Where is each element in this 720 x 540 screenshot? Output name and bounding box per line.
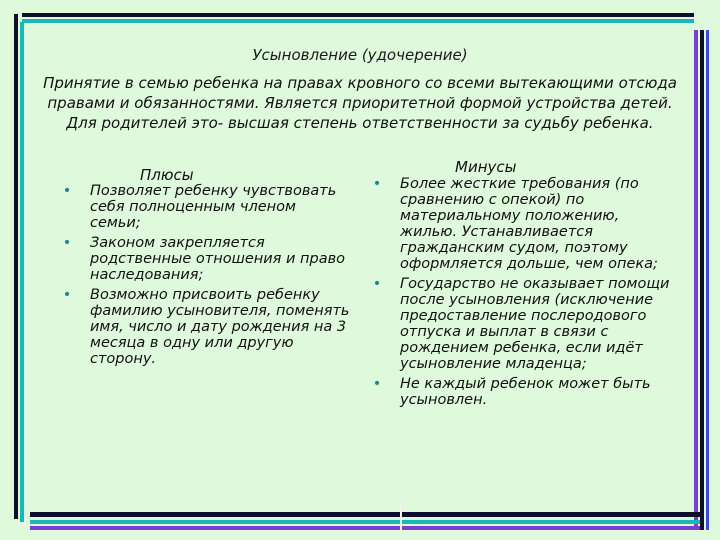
bullet-icon: • bbox=[62, 287, 72, 303]
bullet-icon: • bbox=[62, 183, 72, 199]
frame-right-bar bbox=[700, 30, 704, 530]
pros-heading: Плюсы bbox=[140, 166, 194, 184]
list-item: • Не каждый ребенок может быть усыновлен. bbox=[370, 376, 670, 408]
slide-title: Усыновление (удочерение) bbox=[252, 46, 468, 64]
pros-list bbox=[60, 183, 350, 371]
frame-left-bar bbox=[14, 14, 18, 519]
frame-bottom-bar bbox=[30, 512, 700, 517]
frame-right-accent bbox=[694, 30, 698, 530]
frame-top-bar bbox=[22, 13, 694, 17]
list-item: • Более жесткие требования (по сравнению с опекой) по материальному положению, жилью. Устанавливается гражданским судом, поэтому оформляется дольше, чем опека; bbox=[370, 176, 670, 272]
intro-paragraph: Принятие в семью ребенка на правах кровного со всеми вытекающими отсюда правами и обязанностями. Является приоритетной формой устройства детей. Для родителей это- высшая степень ответственности за судьбу ребенка. bbox=[43, 74, 677, 132]
frame-right-stripe bbox=[706, 30, 709, 530]
frame-bottom-tick bbox=[400, 505, 402, 533]
list-item: • Позволяет ребенку чувствовать себя полноценным членом семьи; bbox=[60, 183, 350, 231]
list-item: • Государство не оказывает помощи после усыновления (исключение предоставление послеродового отпуска и выплат в связи с рождением ребенка, если идёт усыновление младенца; bbox=[370, 276, 670, 372]
frame-left-accent bbox=[20, 22, 24, 522]
frame-top-accent bbox=[22, 19, 694, 23]
list-item: • Законом закрепляется родственные отношения и право наследования; bbox=[60, 235, 350, 283]
frame-bottom-accent bbox=[30, 520, 700, 524]
bullet-icon: • bbox=[372, 376, 382, 392]
cons-list bbox=[370, 176, 670, 412]
frame-bottom-stripe bbox=[30, 526, 700, 530]
cons-heading: Минусы bbox=[455, 158, 517, 176]
bullet-icon: • bbox=[372, 276, 382, 292]
bullet-icon: • bbox=[372, 176, 382, 192]
list-item: • Возможно присвоить ребенку фамилию усыновителя, поменять имя, число и дату рождения на 3 месяца в одну или другую сторону. bbox=[60, 287, 350, 367]
bullet-icon: • bbox=[62, 235, 72, 251]
